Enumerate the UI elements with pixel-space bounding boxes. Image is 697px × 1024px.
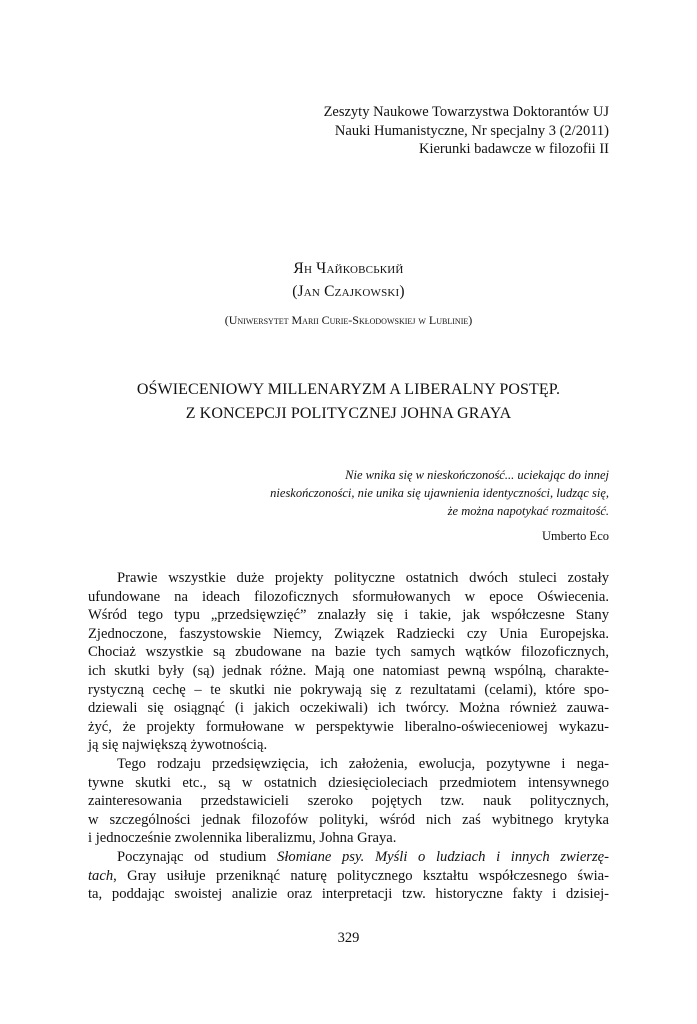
paragraph-line: Tego rodzaju przedsięwzięcia, ich założenia, ewolucja, pozytywne i nega- (117, 755, 609, 772)
paragraph-3 (88, 848, 609, 904)
journal-name: Zeszyty Naukowe Towarzystwa Doktorantów UJ (323, 104, 609, 120)
epigraph-line-2: nieskończoności, nie unika się ujawnienia identyczności, ludząc się, (270, 486, 609, 500)
journal-volume: Kierunki badawcze w filozofii II (418, 141, 609, 157)
inline-text: Poczynając od studium (117, 848, 278, 865)
paragraph-1 (88, 569, 609, 755)
paragraph-line: ich skutki były (są) jednak różne. Mają one natomiast pewną wspólną, charakte- (88, 662, 609, 679)
epigraph-quote (189, 466, 609, 520)
book-title: Słomiane psy. Myśli o ludziach i innych zwierzę- (277, 848, 609, 865)
paragraph-line: zainteresowania przedstawicieli szeroko pojętych tzw. nauk politycznych, (88, 793, 609, 810)
paragraph-line: dziewali się osiągnąć (i jakich oczekiwali) ich twórcy. Można również zauwa- (88, 700, 609, 717)
author-affiliation: (Uniwersytet Marii Curie-Skłodowskiej w Lublinie) (224, 313, 473, 327)
paragraph-line: rystyczną cechę – te skutki nie pokrywają się z rezultatami (celami), które spo- (88, 681, 609, 698)
paragraph-line (88, 867, 609, 886)
paragraph-2 (88, 755, 609, 848)
paragraph-line: Chociaż wszystkie są zbudowane na bazie tych samych wątków filozoficznych, (88, 644, 609, 661)
title-line-1: OŚWIECENIOWY MILLENARYZM A LIBERALNY POSTĘP. (136, 381, 561, 398)
epigraph-line-1: Nie wnika się w nieskończoność... uciekając do innej (345, 468, 609, 482)
paragraph-line: Zjednoczone, faszystowskie Niemcy, Związek Radziecki czy Unia Europejska. (88, 625, 609, 642)
paragraph-line: Wśród tego typu „przedsięwzięć” znalazły się i takie, jak współczesne Stany (88, 607, 609, 624)
author-name-ukrainian: Ян Чайковський (293, 260, 404, 277)
paragraph-line: Prawie wszystkie duże projekty polityczne ostatnich dwóch stuleci zostały (117, 570, 609, 586)
paragraph-line: w szczególności jednak filozofów polityki, wśród nich zaś wybitnego krytyka (88, 811, 609, 828)
article-title (0, 378, 697, 426)
journal-series: Nauki Humanistyczne, Nr specjalny 3 (2/2011) (334, 122, 609, 139)
epigraph (189, 466, 609, 545)
paragraph-line: i jednocześnie zwolennika liberalizmu, Johna Graya. (88, 830, 397, 847)
inline-text: , Gray usiłuje przeniknąć naturę politycznego kształtu współczesnego świa- (113, 867, 609, 884)
epigraph-author: Umberto Eco (542, 529, 609, 543)
author-block (0, 257, 697, 328)
epigraph-line-3: że można napotykać rozmaitość. (447, 504, 609, 518)
paragraph-line: ufundowane na ideach filozoficznych sformułowanych w epoce Oświecenia. (88, 588, 609, 605)
author-name-polish: (Jan Czajkowski) (292, 283, 405, 300)
paragraph-line: żyć, że projekty formułowane w perspektywie liberalno-oświeceniowej wykazu- (88, 718, 609, 735)
book-title: tach (88, 867, 114, 884)
journal-header (324, 103, 609, 159)
paragraph-line: ją się największą żywotnością. (88, 737, 268, 754)
paragraph-line: tywne skutki etc., są w ostatnich dziesięcioleciach przedmiotem intensywnego (88, 774, 609, 791)
body-text (88, 569, 609, 904)
page-number: 329 (337, 930, 360, 946)
paragraph-line: ta, poddając swoistej analizie oraz interpretacji tzw. historyczne fakty i dzisiej- (88, 886, 609, 903)
paragraph-line (88, 848, 609, 867)
title-line-2: Z KONCEPCJI POLITYCZNEJ JOHNA GRAYA (185, 405, 512, 422)
